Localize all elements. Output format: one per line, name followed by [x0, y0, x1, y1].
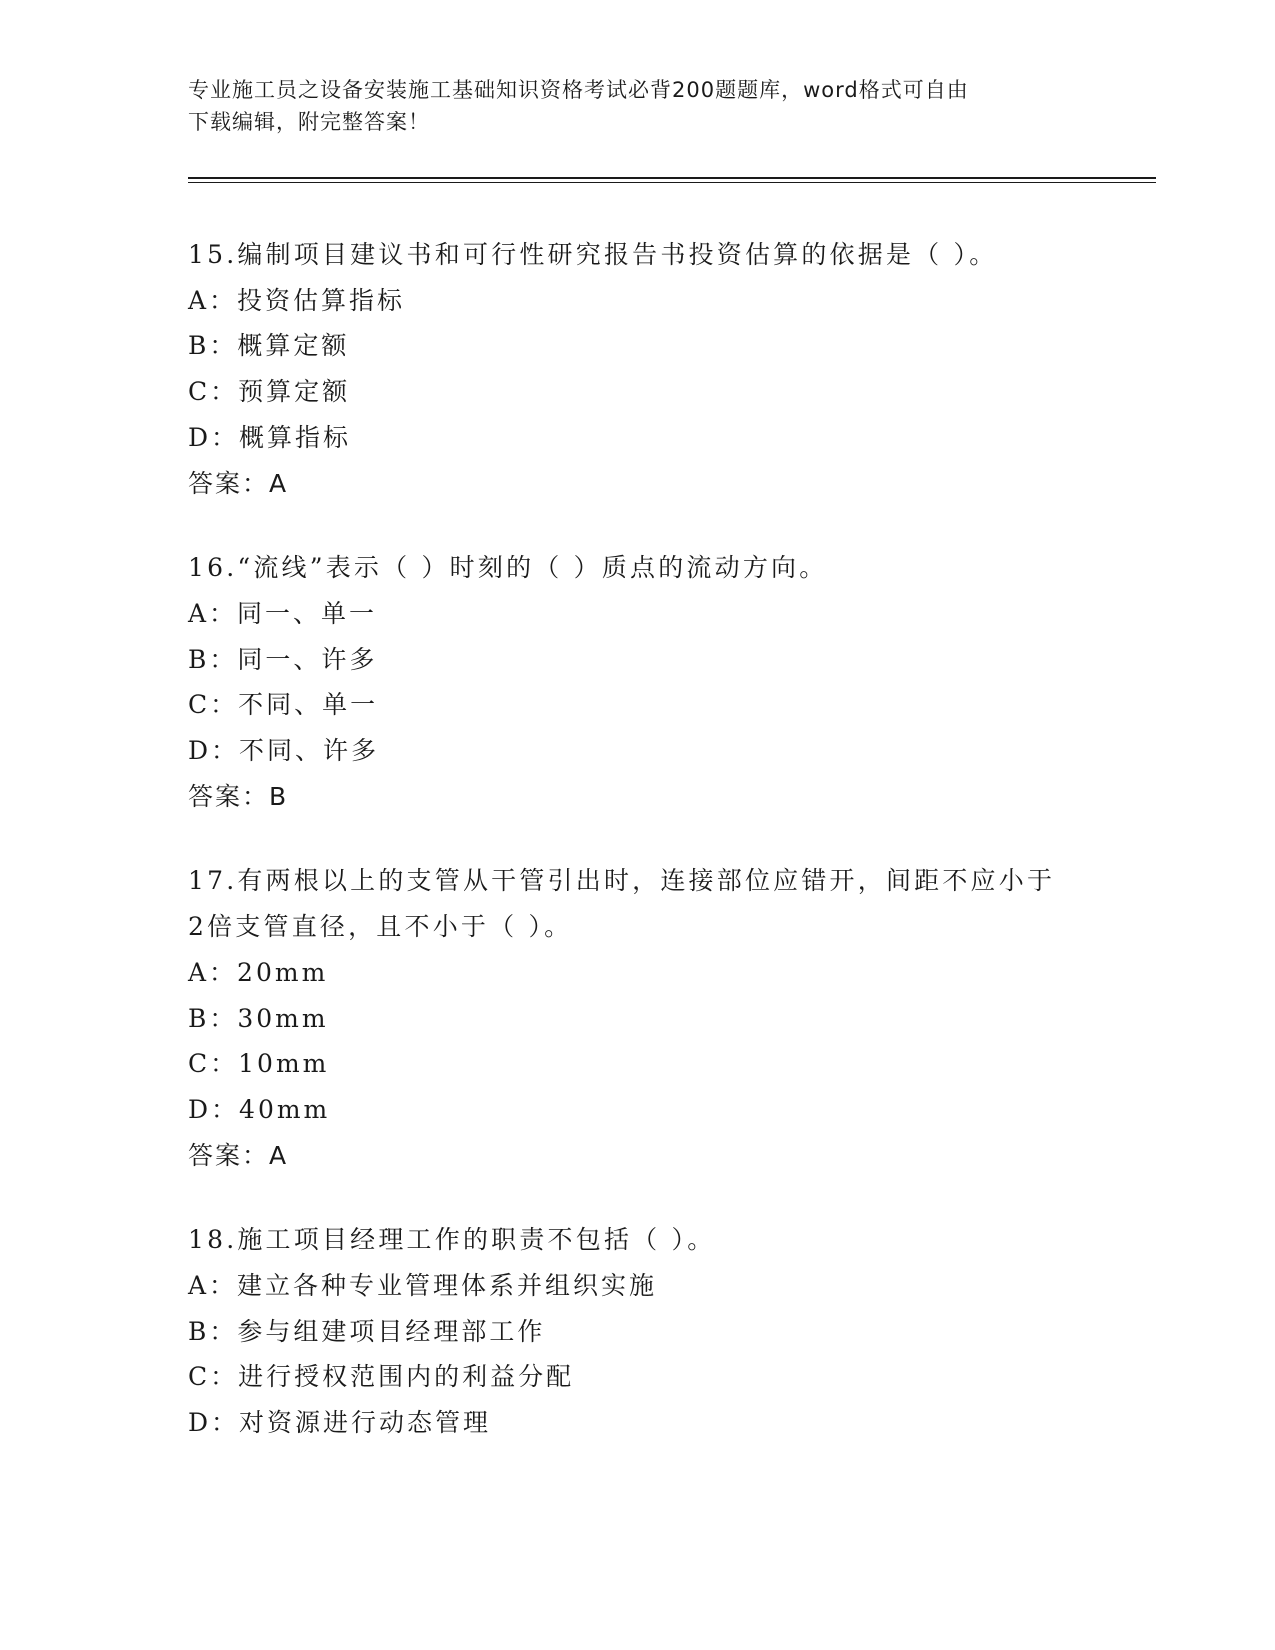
option-a: A：投资估算指标: [188, 285, 406, 315]
option-b: B：同一、许多: [188, 644, 378, 674]
header-divider-thin: [188, 182, 1156, 183]
option-a: A：同一、单一: [188, 598, 378, 628]
question-17: [188, 858, 1128, 1178]
question-stem-continued: 2倍支管直径，且不小于（ ）。: [188, 912, 573, 942]
question-16: [188, 545, 1128, 819]
option-c: C：进行授权范围内的利益分配: [188, 1362, 575, 1392]
option-b: B：概算定额: [188, 331, 350, 361]
header-divider-thick: [188, 177, 1156, 179]
option-c: C：10mm: [188, 1049, 330, 1079]
option-d: D：不同、许多: [188, 736, 380, 766]
option-d: D：40mm: [188, 1094, 331, 1124]
header-line: 专业施工员之设备安装施工基础知识资格考试必背200题题库，word格式可自由: [188, 78, 969, 102]
option-b: B：30mm: [188, 1003, 329, 1033]
header-line: 下载编辑，附完整答案！: [188, 110, 430, 134]
option-d: D：对资源进行动态管理: [188, 1408, 492, 1438]
question-stem: 18.施工项目经理工作的职责不包括（ ）。: [188, 1225, 716, 1255]
answer-line: 答案：B: [188, 781, 289, 811]
option-d: D：概算指标: [188, 422, 352, 452]
answer-line: 答案：A: [188, 468, 289, 498]
question-stem: 15.编制项目建议书和可行性研究报告书投资估算的依据是（ ）。: [188, 240, 998, 269]
answer-line: 答案：A: [188, 1140, 289, 1170]
document-header: [188, 74, 1088, 138]
question-15: [188, 232, 1128, 506]
option-b: B：参与组建项目经理部工作: [188, 1316, 546, 1346]
question-stem: 16.“流线”表示（ ）时刻的（ ）质点的流动方向。: [188, 553, 828, 583]
option-a: A：20mm: [188, 957, 329, 987]
option-a: A：建立各种专业管理体系并组织实施: [188, 1271, 658, 1301]
question-stem: 17.有两根以上的支管从干管引出时，连接部位应错开，间距不应小于: [188, 866, 1056, 896]
question-list: [188, 232, 1128, 1485]
option-c: C：不同、单一: [188, 690, 379, 720]
question-18: [188, 1217, 1128, 1446]
option-c: C：预算定额: [188, 377, 351, 407]
